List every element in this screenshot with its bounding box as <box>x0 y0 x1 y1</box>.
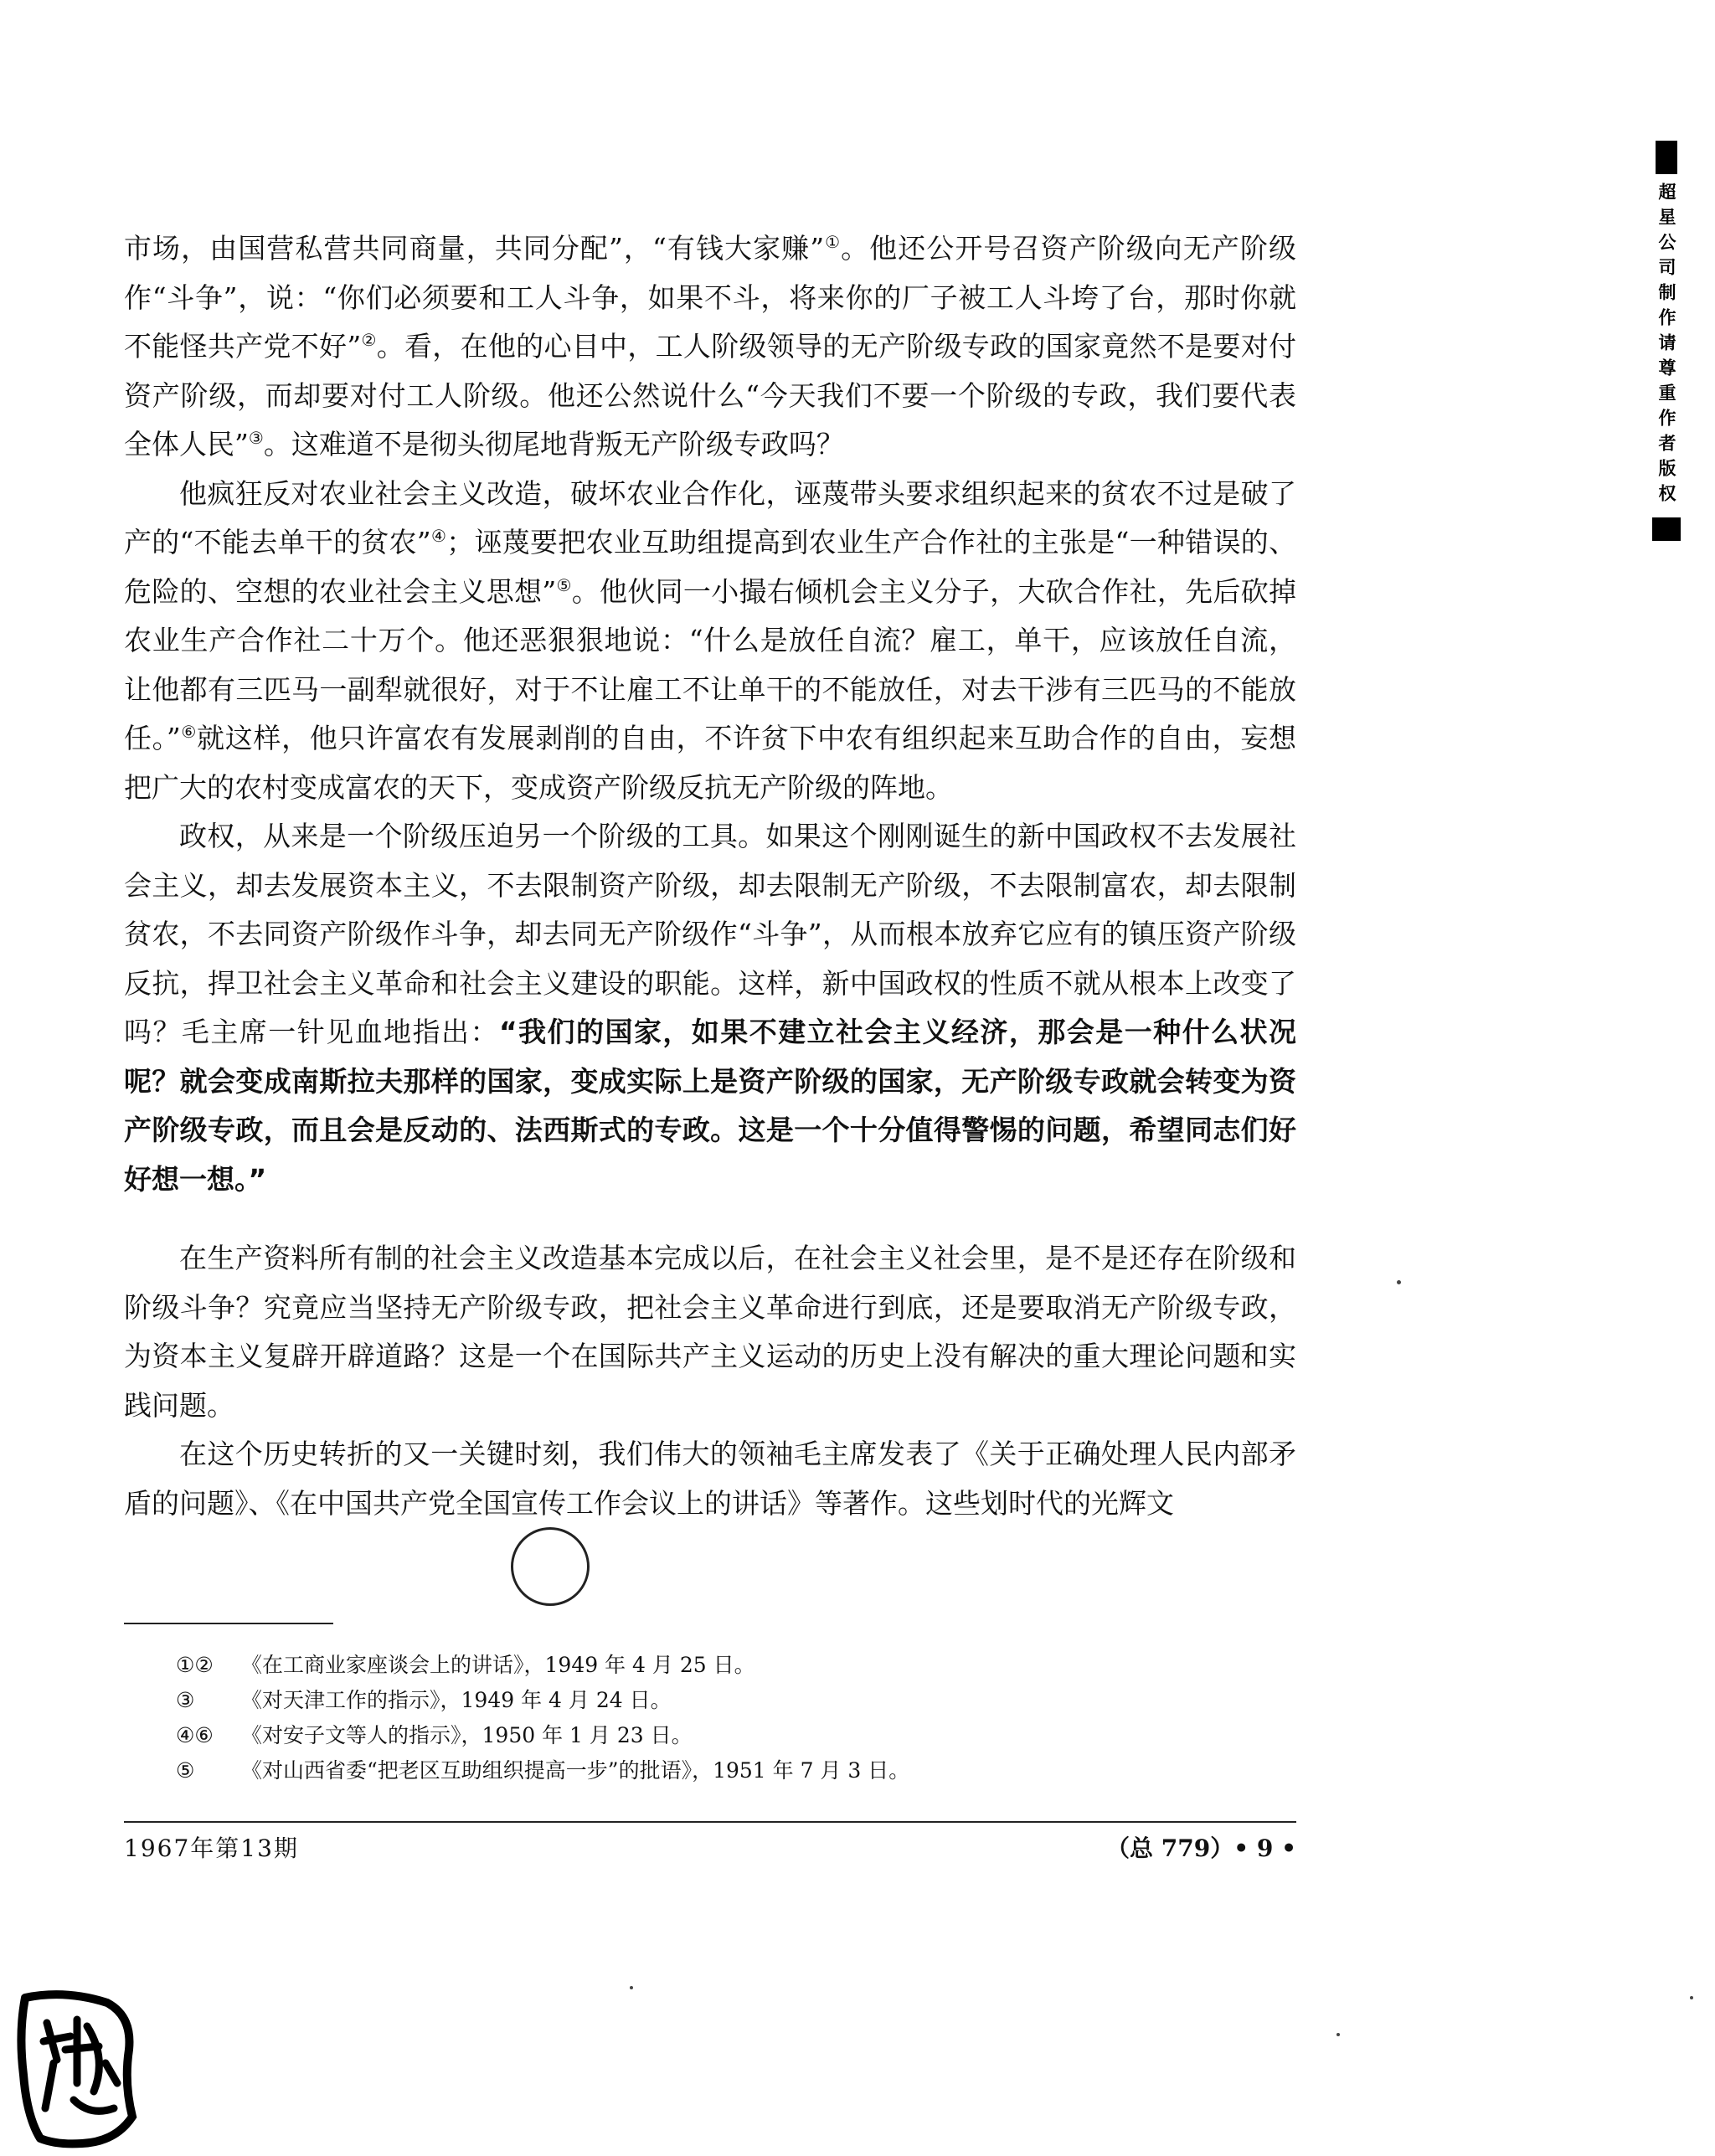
footnote-text: 《在工商业家座谈会上的讲话》，1949 年 4 月 25 日。 <box>241 1653 755 1677</box>
scan-speck <box>630 1986 633 1989</box>
paragraph-2-part-1: 他疯狂反对农业社会主义改造，破坏农业合作化，诬蔑带头要求组织起来的贫农不过是破了产的“不能去单干的贫农” <box>124 476 1296 558</box>
paragraph-1 <box>124 224 1296 470</box>
footnote-separator <box>124 1623 333 1624</box>
copyright-notice <box>1648 141 1685 541</box>
footnote-ref-5[interactable]: ⑤ <box>556 574 572 595</box>
footnote-text: 《对山西省委“把老区互助组织提高一步”的批语》，1951 年 7 月 3 日。 <box>241 1758 910 1783</box>
paragraph-2-part-4: 就这样，他只许富农有发展剥削的自由，不许贫下中农有组织起来互助合作的自由，妄想把广大的农村变成富农的天下，变成资产阶级反抗无产阶级的阵地。 <box>124 722 1297 804</box>
paragraph-2-part-3: 。他伙同一小撮右倾机会主义分子，大砍合作社，先后砍掉农业生产合作社二十万个。他还恶狠狠地说：“什么是放任自流？雇工，单干，应该放任自流，让他都有三匹马一副犁就很好，对于不让雇工不让单干的不能放任，对去干涉有三匹马的不能放任。” <box>124 574 1297 754</box>
paragraph-2-part-2: ；诬蔑要把农业互助组提高到农业生产合作社的主张是“一种错误的、危险的、空想的农业社会主义思想” <box>124 526 1296 608</box>
paragraph-5: 在这个历史转折的又一关键时刻，我们伟大的领袖毛主席发表了《关于正确处理人民内部矛盾的问题》、《在中国共产党全国宣传工作会议上的讲话》等著作。这些划时代的光辉文 <box>124 1438 1296 1520</box>
footnote-ref-1[interactable]: ① <box>824 232 842 252</box>
scan-speck <box>1690 1996 1693 1999</box>
pen-circle-annotation <box>511 1527 590 1606</box>
notice-bar-icon <box>1656 141 1677 174</box>
footnote-mark: ③ <box>176 1688 195 1712</box>
paragraph-1-part-1: 市场，由国营私营共同商量，共同分配”，“有钱大家赚” <box>124 232 825 265</box>
footnote-ref-6[interactable]: ⑥ <box>180 722 198 742</box>
paragraph-1-part-2: 。他还公开号召资产阶级向无产阶级作“斗争”，说：“你们必须要和工人斗争，如果不斗，将来你的厂子被工人斗垮了台，那时你就不能怪共产党不好” <box>124 232 1296 363</box>
issue-label: 1967年第13期 <box>124 1834 299 1862</box>
paragraph-3-text: 政权，从来是一个阶级压迫另一个阶级的工具。如果这个刚刚诞生的新中国政权不去发展社会主义，却去发展资本主义，不去限制资产阶级，却去限制无产阶级，不去限制富农，却去限制贫农，不去同资产阶级作斗争，却去同无产阶级作“斗争”，从而根本放弃它应有的镇压资产阶级反抗，捍卫社会主义革命和社会主义建设的职能。这样，新中国政权的性质不就从根本上改变了吗？毛主席一针见血地指出： <box>124 820 1296 1048</box>
footnote-item <box>176 1753 1290 1788</box>
footnote-ref-2[interactable]: ② <box>361 330 377 350</box>
paragraph-3 <box>124 812 1296 1204</box>
mao-quotation: “我们的国家，如果不建立社会主义经济，那会是一种什么状况呢？就会变成南斯拉夫那样的国家，变成实际上是资产阶级的国家，无产阶级专政就会转变为资产阶级专政，而且会是反动的、法西斯式的专政。这是一个十分值得警惕的问题，希望同志们好好想一想。” <box>124 1016 1296 1196</box>
scan-speck <box>1336 2033 1340 2036</box>
paragraph-1-part-3: 。看，在他的心目中，工人阶级领导的无产阶级专政的国家竟然不是要对付资产阶级，而却要对付工人阶级。他还公然说什么“今天我们不要一个阶级的专政，我们要代表全体人民” <box>124 330 1297 461</box>
page-number: （总 779）• 9 • <box>1106 1834 1296 1862</box>
footnote-mark: ④⑥ <box>176 1723 214 1747</box>
footnote-mark: ①② <box>176 1653 214 1677</box>
paragraph-1-part-4: 。这难道不是彻头彻尾地背叛无产阶级专政吗？ <box>263 428 844 461</box>
scan-speck <box>1397 1280 1401 1284</box>
notice-bar-icon <box>1652 517 1681 541</box>
footnote-ref-3[interactable]: ③ <box>248 428 264 448</box>
footnote-mark: ⑤ <box>176 1758 195 1783</box>
footnote-ref-4[interactable]: ④ <box>430 526 447 546</box>
footnote-text: 《对安子文等人的指示》，1950 年 1 月 23 日。 <box>241 1723 693 1747</box>
paragraph-4: 在生产资料所有制的社会主义改造基本完成以后，在社会主义社会里，是不是还存在阶级和阶级斗争？究竟应当坚持无产阶级专政，把社会主义革命进行到底，还是要取消无产阶级专政，为资本主义复辟开辟道路？这是一个在国际共产主义运动的历史上没有解决的重大理论问题和实践问题。 <box>124 1242 1296 1422</box>
footer-rule <box>124 1821 1296 1823</box>
article-body <box>124 224 1296 1528</box>
footnote-item <box>176 1683 1290 1718</box>
footnotes <box>176 1648 1290 1788</box>
footnote-item <box>176 1718 1290 1753</box>
library-seal-stamp <box>7 1983 147 2150</box>
footnote-text: 《对天津工作的指示》，1949 年 4 月 24 日。 <box>241 1688 672 1712</box>
paragraph-2 <box>124 470 1296 813</box>
footnote-item <box>176 1648 1290 1683</box>
copyright-notice-text: 超星公司制作请尊重作者版权 <box>1656 183 1676 509</box>
